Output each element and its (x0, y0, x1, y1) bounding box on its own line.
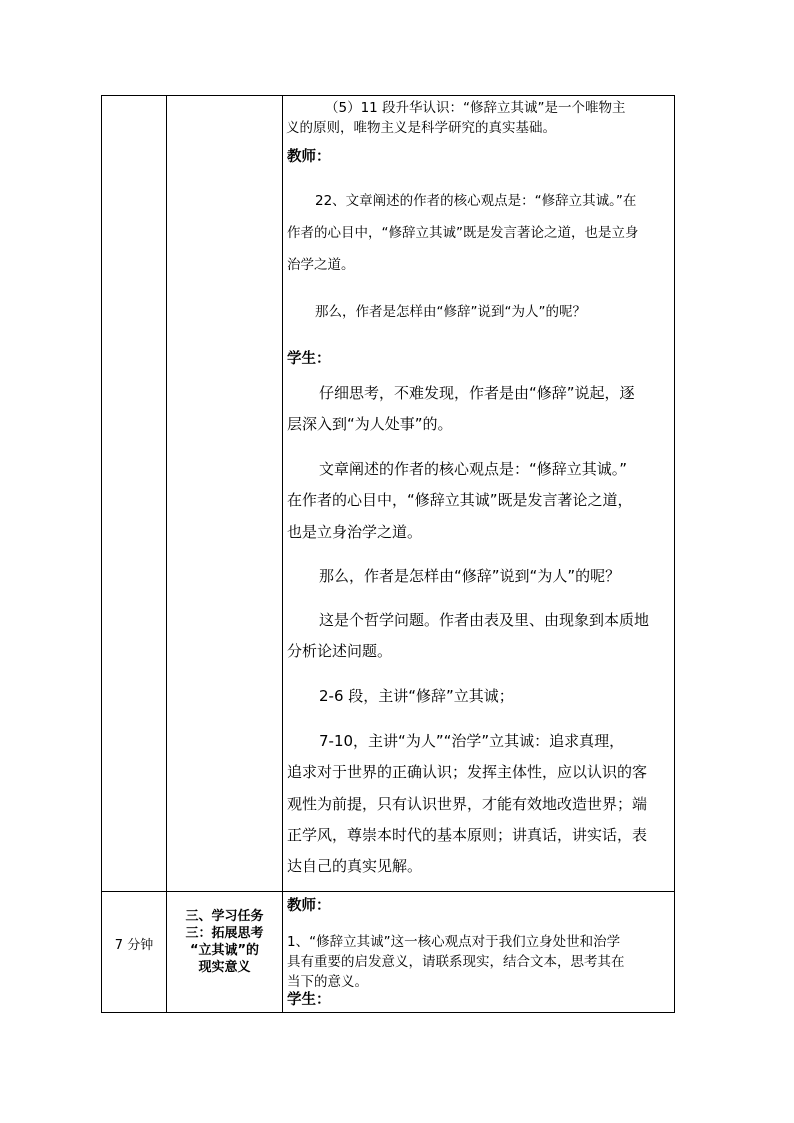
table-right-border (674, 95, 675, 1013)
question-22-line3: 治学之道。 (287, 257, 355, 273)
row1-content-cell (283, 96, 674, 891)
item5-line1: （5）11 段升华认识：“修辞立其诚”是一个唯物主 (325, 100, 626, 116)
student-answer-6-line1: 7-10，主讲“为人”“治学”立其诚：追求真理， (319, 732, 625, 750)
phase-line1: 三、学习任务 (185, 909, 264, 924)
question-how: 那么，作者是怎样由“修辞”说到“为人”的呢？ (315, 304, 586, 320)
question-1-line3: 当下的意义。 (287, 974, 368, 990)
question-1-line2: 具有重要的启发意义，请联系现实，结合文本，思考其在 (287, 954, 625, 970)
student-answer-6-line4: 正学风，尊崇本时代的基本原则；讲真话，讲实话，表 (287, 826, 648, 844)
student-answer-6-line5: 达自己的真实见解。 (287, 857, 423, 875)
student-answer-2-line1: 文章阐述的作者的核心观点是：“修辞立其诚。” (319, 460, 628, 478)
student-answer-5: 2-6 段，主讲“修辞”立其诚； (319, 687, 514, 705)
student-answer-6-line2: 追求对于世界的正确认识；发挥主体性，应以认识的客 (287, 763, 648, 781)
row2-content-cell (283, 892, 674, 1012)
student-answer-3: 那么，作者是怎样由“修辞”说到“为人”的呢？ (319, 567, 621, 585)
phase-line4: 现实意义 (198, 960, 251, 975)
row2-time-cell (102, 892, 166, 1012)
student-answer-4-line2: 分析论述问题。 (287, 642, 393, 660)
table-bottom-border (101, 1012, 675, 1013)
column-divider-1 (166, 95, 167, 1013)
phase-line3: “立其诚”的 (189, 943, 260, 958)
row2-phase-cell (167, 892, 282, 1012)
student-answer-6-line3: 观性为前提，只有认识世界，才能有效地改造世界；端 (287, 795, 648, 813)
student-label-2: 学生： (287, 992, 331, 1008)
table-left-border (101, 95, 102, 1013)
question-22-line1: 22、文章阐述的作者的核心观点是：“修辞立其诚。”在 (315, 193, 637, 209)
question-22-line2: 作者的心目中，“修辞立其诚”既是发言著论之道，也是立身 (287, 225, 639, 241)
student-answer-4-line1: 这是个哲学问题。作者由表及里、由现象到本质地 (319, 611, 650, 629)
teacher-label-2: 教师： (287, 898, 331, 914)
student-answer-1-line2: 层深入到“为人处事”的。 (287, 415, 453, 433)
student-answer-2-line3: 也是立身治学之道。 (287, 523, 423, 541)
student-answer-2-line2: 在作者的心目中，“修辞立其诚”既是发言著论之道， (287, 491, 633, 509)
duration-label: 7 分钟 (114, 938, 154, 953)
question-1-line1: 1、“修辞立其诚”这一核心观点对于我们立身处世和治学 (287, 934, 621, 950)
phase-line2: 三：拓展思考 (185, 926, 264, 941)
teacher-label: 教师： (287, 149, 331, 165)
student-answer-1-line1: 仔细思考，不难发现，作者是由“修辞”说起，逐 (319, 384, 635, 402)
student-label: 学生： (287, 351, 331, 367)
item5-line2: 义的原则，唯物主义是科学研究的真实基础。 (286, 120, 556, 136)
